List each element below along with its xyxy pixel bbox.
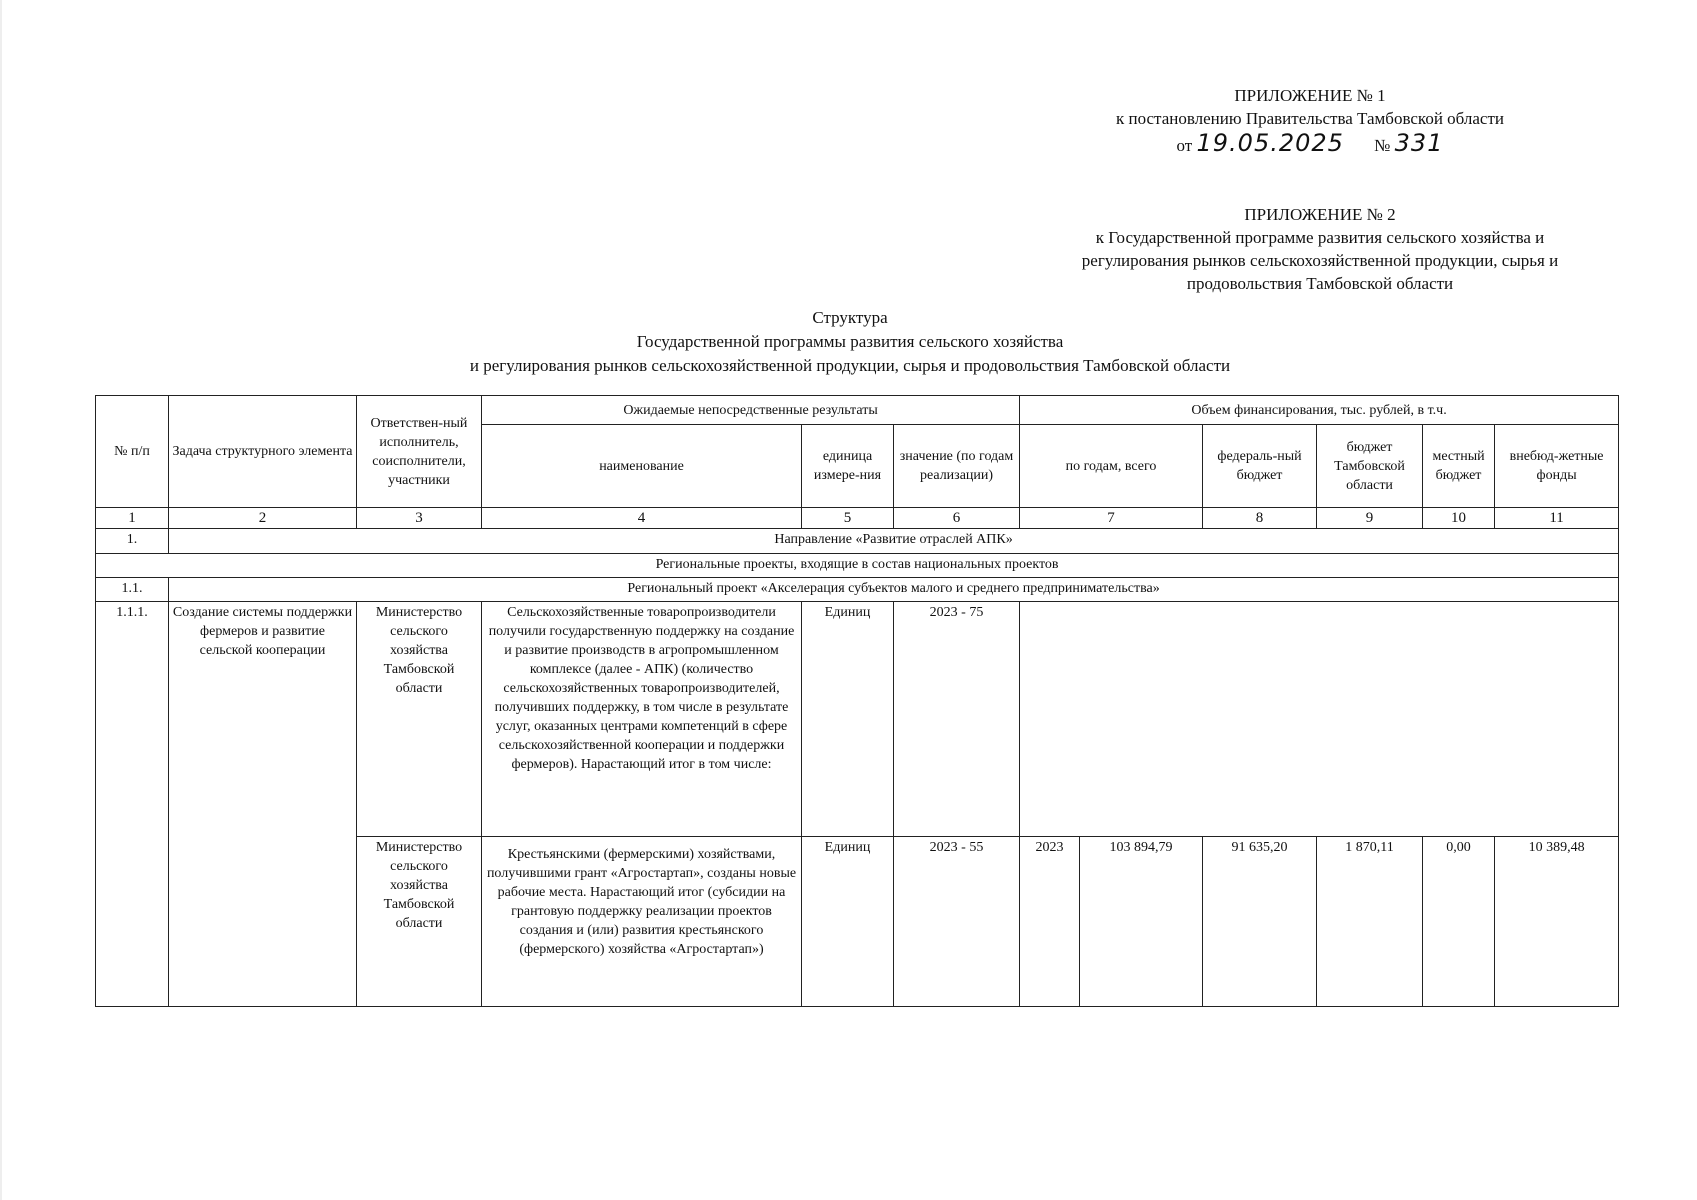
direction-row — [96, 529, 1619, 554]
item-fin-federal: 91 635,20 — [1203, 837, 1317, 1007]
item-fin-local: 0,00 — [1423, 837, 1495, 1007]
column-number-row — [96, 508, 1619, 529]
appendix-2-header — [1040, 203, 1600, 295]
appendix-2-line: регулирования рынков сельскохозяйственной продукции, сырья и — [1081, 251, 1559, 270]
appendix-1-date-line — [1070, 129, 1550, 157]
col-number: 7 — [1020, 508, 1203, 529]
header-results-unit: единица измере-ния — [802, 425, 894, 508]
item-responsible: Министерство сельского хозяйства Тамбовской области — [357, 602, 482, 837]
header-results-group: Ожидаемые непосредственные результаты — [482, 396, 1020, 425]
title-line: и регулирования рынков сельскохозяйственной продукции, сырья и продовольствия Тамбовской области — [469, 356, 1231, 375]
item-result-unit: Единиц — [802, 602, 894, 837]
col-number: 8 — [1203, 508, 1317, 529]
number-prefix: № — [1374, 136, 1391, 155]
appendix-1-title: ПРИЛОЖЕНИЕ № 1 — [1234, 86, 1386, 105]
col-number: 10 — [1423, 508, 1495, 529]
date-prefix: от — [1176, 136, 1193, 155]
appendix-2-title: ПРИЛОЖЕНИЕ № 2 — [1244, 205, 1396, 224]
title-line: Структура — [812, 308, 888, 327]
header-row-1 — [96, 396, 1619, 425]
header-finance-group: Объем финансирования, тыс. рублей, в т.ч. — [1020, 396, 1619, 425]
header-fin-federal: федераль-ный бюджет — [1203, 425, 1317, 508]
item-num: 1.1.1. — [96, 602, 169, 1007]
title-line: Государственной программы развития сельского хозяйства — [636, 332, 1064, 351]
item-result-unit: Единиц — [802, 837, 894, 1007]
col-number: 11 — [1495, 508, 1619, 529]
header-fin-extra: внебюд-жетные фонды — [1495, 425, 1619, 508]
appendix-2-line: к Государственной программе развития сельского хозяйства и — [1095, 228, 1545, 247]
structure-table — [95, 395, 1619, 1007]
header-results-value: значение (по годам реализации) — [894, 425, 1020, 508]
item-responsible: Министерство сельского хозяйства Тамбовской области — [357, 837, 482, 1007]
header-fin-local: местный бюджет — [1423, 425, 1495, 508]
document-title — [300, 306, 1400, 378]
item-fin-regional: 1 870,11 — [1317, 837, 1423, 1007]
appendix-2-line: продовольствия Тамбовской области — [1186, 274, 1454, 293]
item-task: Создание системы поддержки фермеров и развитие сельской кооперации — [169, 602, 357, 1007]
direction-num: 1. — [96, 529, 169, 554]
item-result-value: 2023 - 55 — [894, 837, 1020, 1007]
col-number: 9 — [1317, 508, 1423, 529]
item-fin-total: 103 894,79 — [1080, 837, 1203, 1007]
header-task: Задача структурного элемента — [169, 396, 357, 508]
col-number: 2 — [169, 508, 357, 529]
col-number: 5 — [802, 508, 894, 529]
scan-edge — [0, 0, 2, 1200]
col-number: 4 — [482, 508, 802, 529]
col-number: 6 — [894, 508, 1020, 529]
project-row — [96, 578, 1619, 602]
header-responsible: Ответствен-ный исполнитель, соисполнители, участники — [357, 396, 482, 508]
project-num: 1.1. — [96, 578, 169, 602]
col-number: 1 — [96, 508, 169, 529]
header-fin-regional: бюджет Тамбовской области — [1317, 425, 1423, 508]
handwritten-date: 19.05.2025 — [1196, 129, 1344, 157]
header-num: № п/п — [96, 396, 169, 508]
regional-projects-text: Региональные проекты, входящие в состав национальных проектов — [96, 554, 1619, 578]
table-row — [96, 602, 1619, 837]
header-fin-total: по годам, всего — [1020, 425, 1203, 508]
appendix-1-line: к постановлению Правительства Тамбовской области — [1115, 109, 1505, 128]
handwritten-number: 331 — [1394, 129, 1444, 157]
regional-projects-row — [96, 554, 1619, 578]
project-text: Региональный проект «Акселерация субъектов малого и среднего предпринимательства» — [169, 578, 1619, 602]
item-fin-extra: 10 389,48 — [1495, 837, 1619, 1007]
item-result-name: Сельскохозяйственные товаропроизводители получили государственную поддержку на создание и развитие производств в агропромышленном комплексе (далее - АПК) (количество сельскохозяйственных товаропроизводителей, получивших поддержку, в том числе в результате услуг, оказанных центрами компетенций в сфере сельскохозяйственной кооперации и поддержки фермеров). Нарастающий итог в том числе: — [482, 602, 802, 837]
item-result-value: 2023 - 75 — [894, 602, 1020, 837]
item-finance-empty — [1020, 602, 1619, 837]
item-result-name: Крестьянскими (фермерскими) хозяйствами, получившими грант «Агростартап», созданы новые рабочие места. Нарастающий итог (субсидии на грантовую поддержку реализации проектов создания и (или) развития крестьянского (фермерского) хозяйства «Агростартап») — [482, 837, 802, 1007]
item-fin-year: 2023 — [1020, 837, 1080, 1007]
header-results-name: наименование — [482, 425, 802, 508]
direction-text: Направление «Развитие отраслей АПК» — [169, 529, 1619, 554]
col-number: 3 — [357, 508, 482, 529]
appendix-1-header — [1070, 84, 1550, 157]
